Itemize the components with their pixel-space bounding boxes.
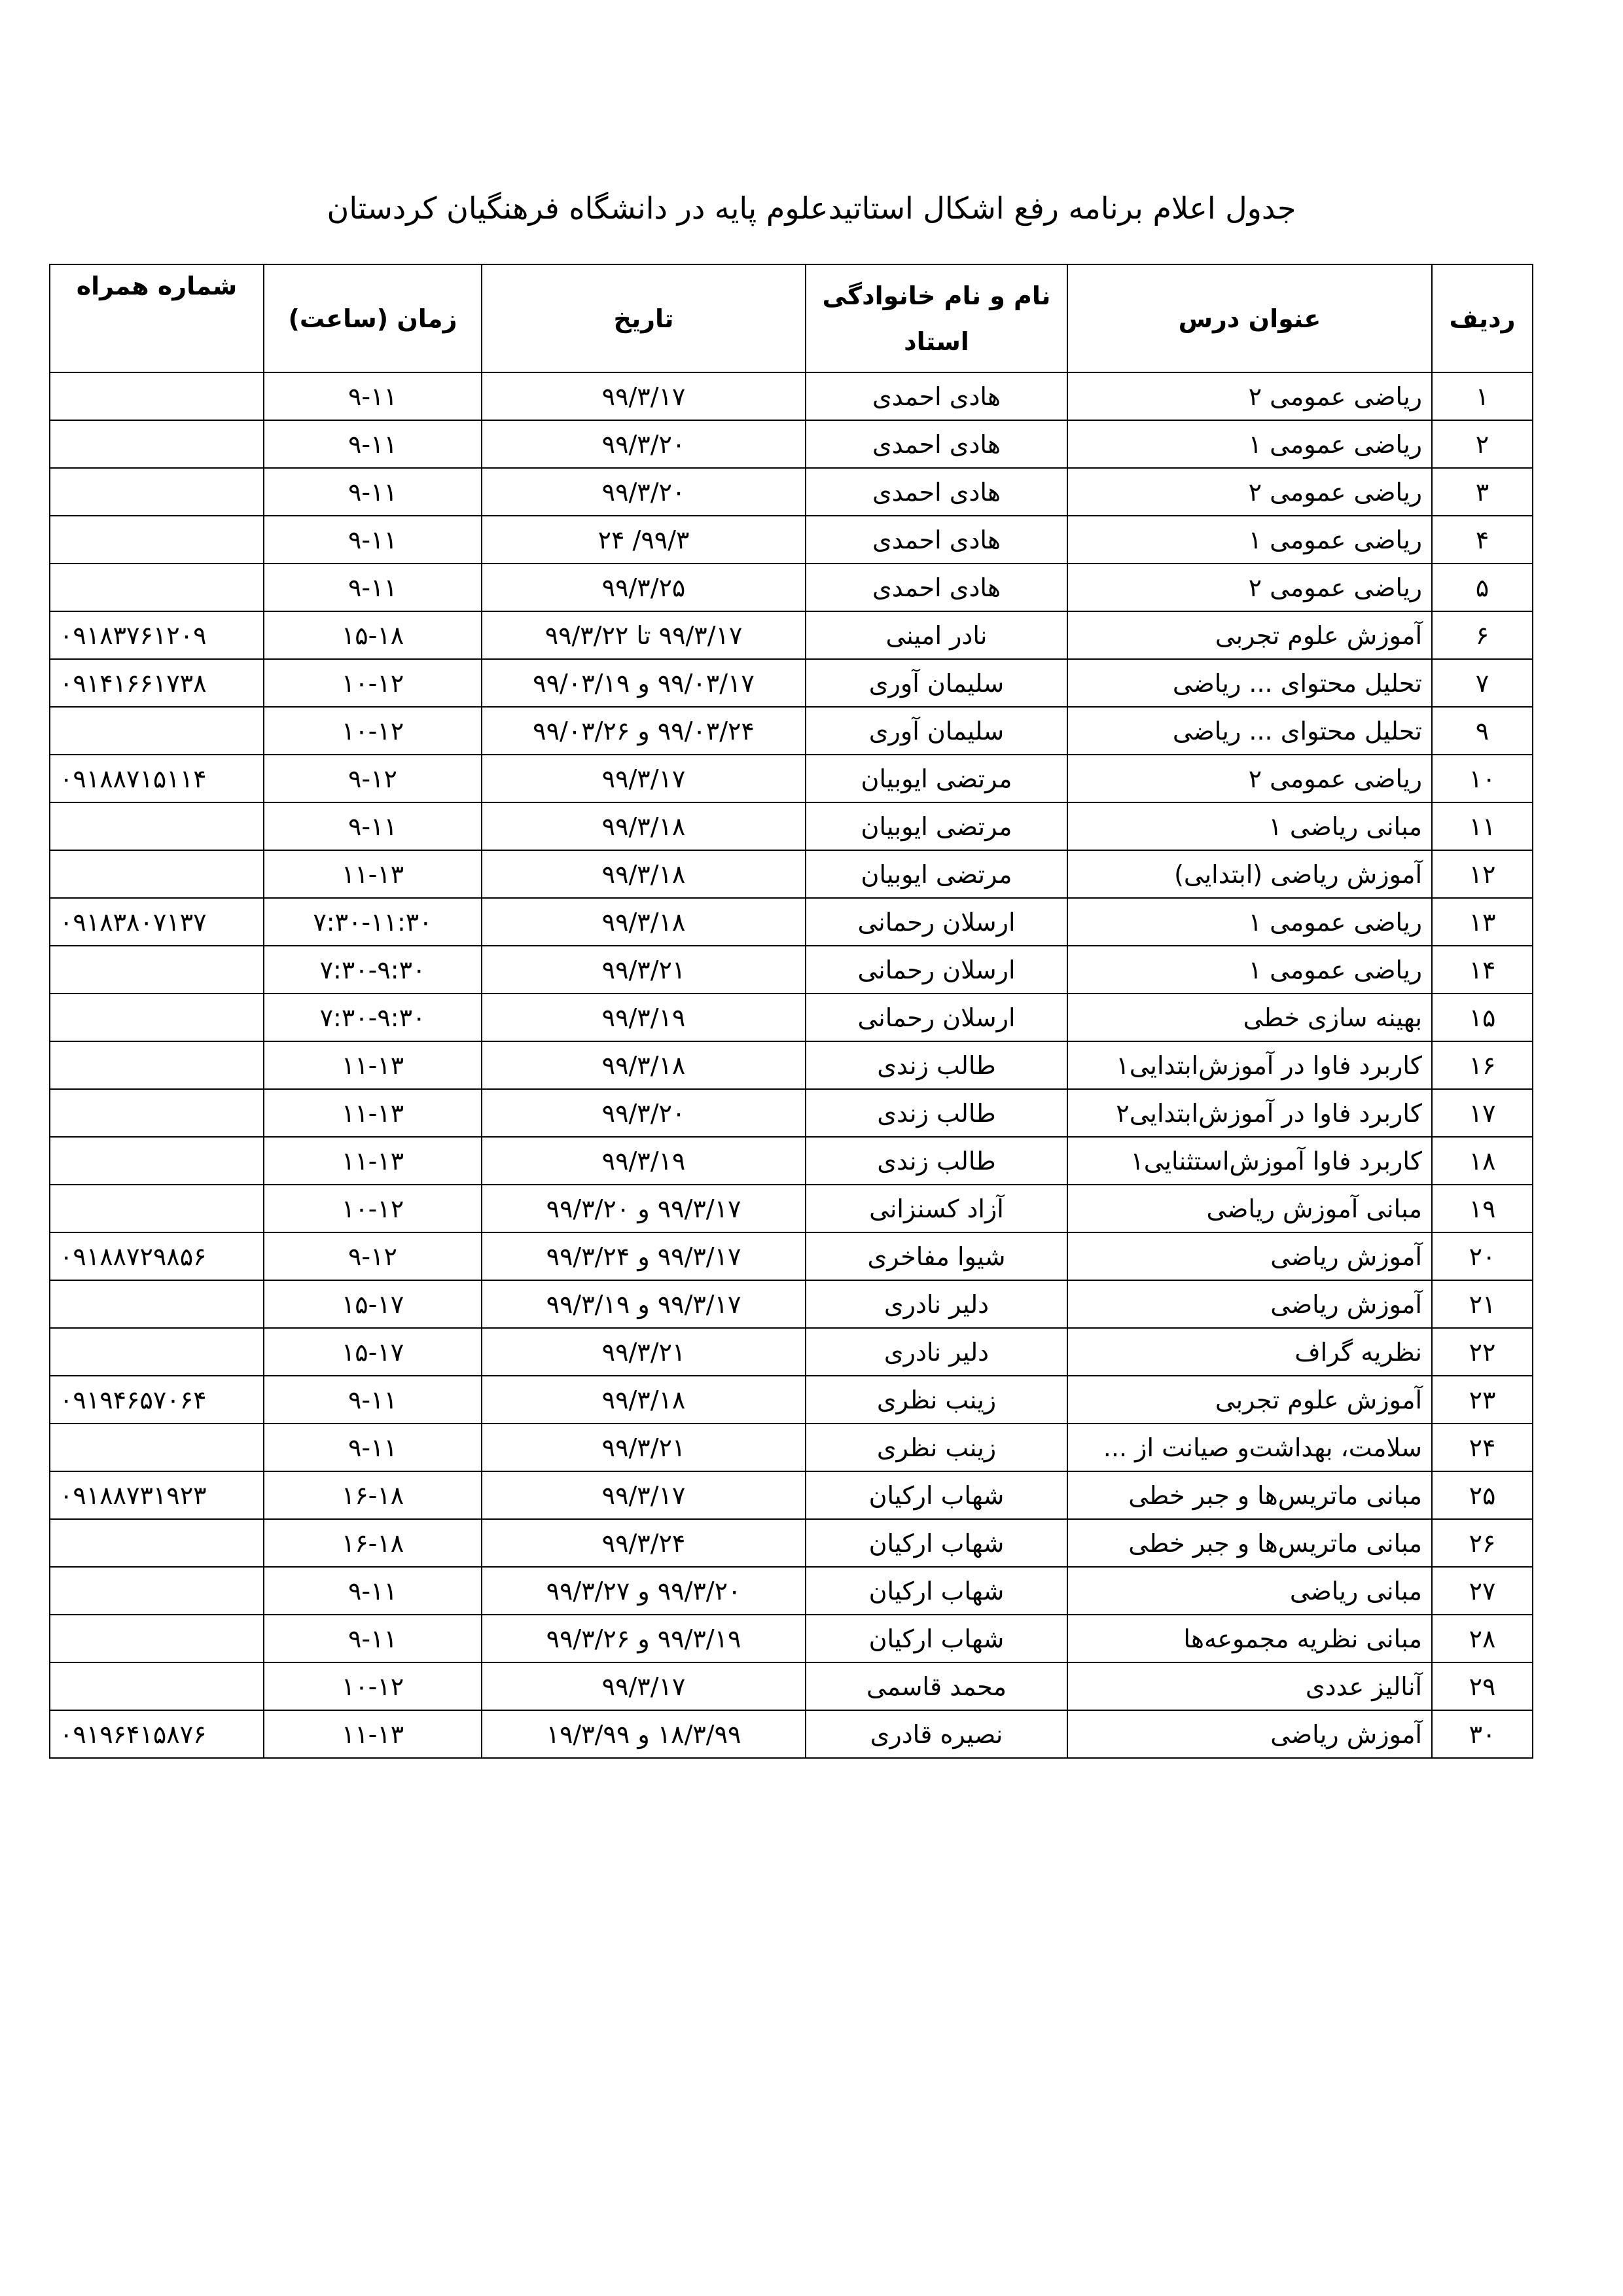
date-cell: ۹۹/۰۳/۱۷ و ۹۹/۰۳/۱۹ [482, 659, 806, 707]
course-title-cell: آموزش علوم تجربی [1067, 611, 1432, 659]
course-title-cell: آموزش علوم تجربی [1067, 1376, 1432, 1424]
time-cell: ۷:۳۰-۹:۳۰ [264, 946, 482, 994]
course-title-cell: ریاضی عمومی ۱ [1067, 516, 1432, 564]
teacher-name-cell: محمد قاسمی [806, 1662, 1067, 1710]
time-cell: ۱۰-۱۲ [264, 707, 482, 755]
time-cell: ۹-۱۲ [264, 1232, 482, 1280]
phone-cell [50, 946, 264, 994]
table-row [50, 1376, 1533, 1424]
table-row [50, 1328, 1533, 1376]
row-number-cell: ۱۰ [1432, 755, 1533, 802]
schedule-table [49, 264, 1533, 1759]
date-cell: ۹۹/۳/ ۲۴ [482, 516, 806, 564]
date-cell: ۹۹/۳/۱۸ [482, 802, 806, 850]
table-row [50, 1424, 1533, 1471]
row-number-cell: ۴ [1432, 516, 1533, 564]
teacher-name-cell: طالب زندی [806, 1089, 1067, 1137]
table-row [50, 1232, 1533, 1280]
header-teacher-name-line2: استاد [904, 327, 969, 356]
course-title-cell: مبانی ماتریس‌ها و جبر خطی [1067, 1471, 1432, 1519]
teacher-name-cell: ارسلان رحمانی [806, 898, 1067, 946]
table-row [50, 372, 1533, 420]
date-cell: ۹۹/۳/۲۰ [482, 420, 806, 468]
row-number-cell: ۱۵ [1432, 994, 1533, 1041]
time-cell: ۹-۱۱ [264, 468, 482, 516]
date-cell: ۹۹/۳/۲۵ [482, 564, 806, 611]
date-cell: ۹۹/۳/۱۷ و ۹۹/۳/۲۴ [482, 1232, 806, 1280]
phone-cell [50, 420, 264, 468]
course-title-cell: ریاضی عمومی ۲ [1067, 372, 1432, 420]
teacher-name-cell: ارسلان رحمانی [806, 946, 1067, 994]
time-cell: ۹-۱۱ [264, 1567, 482, 1615]
course-title-cell: نظریه گراف [1067, 1328, 1432, 1376]
course-title-cell: کاربرد فاوا آموزش‌استثنایی۱ [1067, 1137, 1432, 1185]
table-row [50, 659, 1533, 707]
time-cell: ۱۵-۱۷ [264, 1280, 482, 1328]
table-row [50, 1519, 1533, 1567]
row-number-cell: ۶ [1432, 611, 1533, 659]
date-cell: ۹۹/۳/۱۸ [482, 1041, 806, 1089]
date-cell: ۹۹/۳/۲۱ [482, 946, 806, 994]
table-row [50, 946, 1533, 994]
phone-cell [50, 802, 264, 850]
row-number-cell: ۵ [1432, 564, 1533, 611]
course-title-cell: تحلیل محتوای ... ریاضی [1067, 659, 1432, 707]
table-header-row [50, 264, 1533, 372]
course-title-cell: بهینه سازی خطی [1067, 994, 1432, 1041]
time-cell: ۱۰-۱۲ [264, 1185, 482, 1232]
teacher-name-cell: هادی احمدی [806, 420, 1067, 468]
date-cell: ۹۹/۳/۱۷ [482, 755, 806, 802]
row-number-cell: ۲۷ [1432, 1567, 1533, 1615]
teacher-name-cell: طالب زندی [806, 1137, 1067, 1185]
teacher-name-cell: زینب نظری [806, 1424, 1067, 1471]
teacher-name-cell: مرتضی ایوبیان [806, 755, 1067, 802]
course-title-cell: مبانی آموزش ریاضی [1067, 1185, 1432, 1232]
time-cell: ۹-۱۱ [264, 420, 482, 468]
table-row [50, 1041, 1533, 1089]
phone-cell [50, 372, 264, 420]
table-row [50, 802, 1533, 850]
course-title-cell: سلامت، بهداشت‌و صیانت از ... [1067, 1424, 1432, 1471]
header-teacher-name-line1: نام و نام خانوادگی [822, 281, 1051, 310]
date-cell: ۹۹/۳/۱۷ [482, 372, 806, 420]
time-cell: ۹-۱۱ [264, 802, 482, 850]
table-row [50, 1567, 1533, 1615]
date-cell: ۹۹/۳/۱۸ [482, 1376, 806, 1424]
phone-cell [50, 1328, 264, 1376]
course-title-cell: ریاضی عمومی ۲ [1067, 755, 1432, 802]
row-number-cell: ۹ [1432, 707, 1533, 755]
teacher-name-cell: شهاب ارکیان [806, 1471, 1067, 1519]
header-time: زمان (ساعت) [264, 264, 482, 372]
row-number-cell: ۲ [1432, 420, 1533, 468]
phone-cell [50, 468, 264, 516]
teacher-name-cell: هادی احمدی [806, 372, 1067, 420]
row-number-cell: ۳۰ [1432, 1710, 1533, 1758]
teacher-name-cell: دلیر نادری [806, 1280, 1067, 1328]
course-title-cell: مبانی ماتریس‌ها و جبر خطی [1067, 1519, 1432, 1567]
row-number-cell: ۲۹ [1432, 1662, 1533, 1710]
table-row [50, 564, 1533, 611]
table-row [50, 1710, 1533, 1758]
table-row [50, 420, 1533, 468]
teacher-name-cell: شهاب ارکیان [806, 1615, 1067, 1662]
phone-cell [50, 994, 264, 1041]
phone-cell [50, 1089, 264, 1137]
teacher-name-cell: نصیره قادری [806, 1710, 1067, 1758]
table-row [50, 1185, 1533, 1232]
date-cell: ۹۹/۳/۱۷ [482, 1662, 806, 1710]
time-cell: ۱۵-۱۸ [264, 611, 482, 659]
teacher-name-cell: شیوا مفاخری [806, 1232, 1067, 1280]
time-cell: ۹-۱۲ [264, 755, 482, 802]
course-title-cell: ریاضی عمومی ۱ [1067, 946, 1432, 994]
course-title-cell: آنالیز عددی [1067, 1662, 1432, 1710]
phone-cell [50, 850, 264, 898]
phone-cell [50, 1567, 264, 1615]
page-title: جدول اعلام برنامه رفع اشکال استاتیدعلوم پایه در دانشگاه فرهنگیان کردستان [327, 190, 1296, 226]
date-cell: ۹۹/۳/۱۹ [482, 994, 806, 1041]
time-cell: ۹-۱۱ [264, 372, 482, 420]
phone-cell [50, 1185, 264, 1232]
phone-cell: ۰۹۱۸۸۷۳۱۹۲۳ [50, 1471, 264, 1519]
time-cell: ۹-۱۱ [264, 1424, 482, 1471]
time-cell: ۱۶-۱۸ [264, 1519, 482, 1567]
phone-cell [50, 1519, 264, 1567]
header-date: تاریخ [482, 264, 806, 372]
time-cell: ۱۱-۱۳ [264, 850, 482, 898]
teacher-name-cell: شهاب ارکیان [806, 1519, 1067, 1567]
phone-cell [50, 516, 264, 564]
row-number-cell: ۱۸ [1432, 1137, 1533, 1185]
date-cell: ۹۹/۳/۱۸ [482, 898, 806, 946]
course-title-cell: مبانی نظریه مجموعه‌ها [1067, 1615, 1432, 1662]
course-title-cell: کاربرد فاوا در آموزش‌ابتدایی۱ [1067, 1041, 1432, 1089]
date-cell: ۹۹/۳/۲۱ [482, 1328, 806, 1376]
row-number-cell: ۱۴ [1432, 946, 1533, 994]
row-number-cell: ۷ [1432, 659, 1533, 707]
time-cell: ۱۱-۱۳ [264, 1089, 482, 1137]
phone-cell: ۰۹۱۸۸۷۱۵۱۱۴ [50, 755, 264, 802]
time-cell: ۱۶-۱۸ [264, 1471, 482, 1519]
teacher-name-cell: هادی احمدی [806, 564, 1067, 611]
row-number-cell: ۱۱ [1432, 802, 1533, 850]
row-number-cell: ۱۹ [1432, 1185, 1533, 1232]
date-cell: ۹۹/۳/۲۱ [482, 1424, 806, 1471]
row-number-cell: ۲۵ [1432, 1471, 1533, 1519]
row-number-cell: ۱۲ [1432, 850, 1533, 898]
teacher-name-cell: ارسلان رحمانی [806, 994, 1067, 1041]
time-cell: ۹-۱۱ [264, 1615, 482, 1662]
table-row [50, 1089, 1533, 1137]
teacher-name-cell: آزاد کسنزانی [806, 1185, 1067, 1232]
teacher-name-cell: مرتضی ایوبیان [806, 802, 1067, 850]
date-cell: ۹۹/۳/۱۷ [482, 1471, 806, 1519]
table-row [50, 1615, 1533, 1662]
row-number-cell: ۲۳ [1432, 1376, 1533, 1424]
row-number-cell: ۱۷ [1432, 1089, 1533, 1137]
row-number-cell: ۲۰ [1432, 1232, 1533, 1280]
table-row [50, 994, 1533, 1041]
teacher-name-cell: زینب نظری [806, 1376, 1067, 1424]
schedule-body [50, 372, 1533, 1758]
time-cell: ۷:۳۰-۱۱:۳۰ [264, 898, 482, 946]
teacher-name-cell: طالب زندی [806, 1041, 1067, 1089]
date-cell: ۹۹/۰۳/۲۴ و ۹۹/۰۳/۲۶ [482, 707, 806, 755]
row-number-cell: ۱ [1432, 372, 1533, 420]
time-cell: ۹-۱۱ [264, 516, 482, 564]
row-number-cell: ۲۸ [1432, 1615, 1533, 1662]
row-number-cell: ۲۲ [1432, 1328, 1533, 1376]
row-number-cell: ۲۴ [1432, 1424, 1533, 1471]
phone-cell [50, 564, 264, 611]
table-row [50, 1280, 1533, 1328]
date-cell: ۹۹/۳/۲۰ و ۹۹/۳/۲۷ [482, 1567, 806, 1615]
time-cell: ۷:۳۰-۹:۳۰ [264, 994, 482, 1041]
date-cell: ۹۹/۳/۲۰ [482, 1089, 806, 1137]
time-cell: ۹-۱۱ [264, 1376, 482, 1424]
time-cell: ۱۰-۱۲ [264, 1662, 482, 1710]
table-row [50, 516, 1533, 564]
phone-cell: ۰۹۱۴۱۶۶۱۷۳۸ [50, 659, 264, 707]
header-row-number: ردیف [1432, 264, 1533, 372]
course-title-cell: آموزش ریاضی [1067, 1280, 1432, 1328]
course-title-cell: ریاضی عمومی ۲ [1067, 564, 1432, 611]
course-title-cell: مبانی ریاضی ۱ [1067, 802, 1432, 850]
row-number-cell: ۱۳ [1432, 898, 1533, 946]
course-title-cell: آموزش ریاضی [1067, 1710, 1432, 1758]
phone-cell: ۰۹۱۸۸۷۲۹۸۵۶ [50, 1232, 264, 1280]
course-title-cell: کاربرد فاوا در آموزش‌ابتدایی۲ [1067, 1089, 1432, 1137]
table-row [50, 611, 1533, 659]
time-cell: ۱۵-۱۷ [264, 1328, 482, 1376]
course-title-cell: آموزش ریاضی [1067, 1232, 1432, 1280]
phone-cell: ۰۹۱۸۳۸۰۷۱۳۷ [50, 898, 264, 946]
course-title-cell: ریاضی عمومی ۱ [1067, 898, 1432, 946]
teacher-name-cell: سلیمان آوری [806, 707, 1067, 755]
date-cell: ۹۹/۳/۱۸ [482, 850, 806, 898]
date-cell: ۹۹/۳/۱۷ تا ۹۹/۳/۲۲ [482, 611, 806, 659]
phone-cell [50, 1662, 264, 1710]
teacher-name-cell: شهاب ارکیان [806, 1567, 1067, 1615]
phone-cell: ۰۹۱۹۴۶۵۷۰۶۴ [50, 1376, 264, 1424]
table-row [50, 1471, 1533, 1519]
teacher-name-cell: دلیر نادری [806, 1328, 1067, 1376]
course-title-cell: ریاضی عمومی ۲ [1067, 468, 1432, 516]
row-number-cell: ۳ [1432, 468, 1533, 516]
course-title-cell: آموزش ریاضی (ابتدایی) [1067, 850, 1432, 898]
table-row [50, 1137, 1533, 1185]
table-row [50, 468, 1533, 516]
phone-cell [50, 1041, 264, 1089]
date-cell: ۹۹/۳/۱۹ [482, 1137, 806, 1185]
teacher-name-cell: هادی احمدی [806, 516, 1067, 564]
phone-cell [50, 1280, 264, 1328]
row-number-cell: ۲۱ [1432, 1280, 1533, 1328]
course-title-cell: ریاضی عمومی ۱ [1067, 420, 1432, 468]
table-row [50, 1662, 1533, 1710]
time-cell: ۱۱-۱۳ [264, 1041, 482, 1089]
date-cell: ۹۹/۳/۱۹ و ۹۹/۳/۲۶ [482, 1615, 806, 1662]
time-cell: ۱۱-۱۳ [264, 1137, 482, 1185]
date-cell: ۹۹/۳/۱۷ و ۹۹/۳/۱۹ [482, 1280, 806, 1328]
time-cell: ۱۱-۱۳ [264, 1710, 482, 1758]
row-number-cell: ۲۶ [1432, 1519, 1533, 1567]
date-cell: ۹۹/۳/۱۷ و ۹۹/۳/۲۰ [482, 1185, 806, 1232]
phone-cell: ۰۹۱۸۳۷۶۱۲۰۹ [50, 611, 264, 659]
table-row [50, 850, 1533, 898]
table-row [50, 898, 1533, 946]
time-cell: ۱۰-۱۲ [264, 659, 482, 707]
teacher-name-cell: مرتضی ایوبیان [806, 850, 1067, 898]
date-cell: ۱۸/۳/۹۹ و ۱۹/۳/۹۹ [482, 1710, 806, 1758]
phone-cell: ۰۹۱۹۶۴۱۵۸۷۶ [50, 1710, 264, 1758]
phone-cell [50, 707, 264, 755]
table-row [50, 755, 1533, 802]
phone-cell [50, 1137, 264, 1185]
teacher-name-cell: سلیمان آوری [806, 659, 1067, 707]
time-cell: ۹-۱۱ [264, 564, 482, 611]
teacher-name-cell: هادی احمدی [806, 468, 1067, 516]
row-number-cell: ۱۶ [1432, 1041, 1533, 1089]
header-teacher-name [806, 264, 1067, 372]
table-row [50, 707, 1533, 755]
course-title-cell: مبانی ریاضی [1067, 1567, 1432, 1615]
header-course-title: عنوان درس [1067, 264, 1432, 372]
date-cell: ۹۹/۳/۲۴ [482, 1519, 806, 1567]
phone-cell [50, 1615, 264, 1662]
teacher-name-cell: نادر امینی [806, 611, 1067, 659]
date-cell: ۹۹/۳/۲۰ [482, 468, 806, 516]
phone-cell [50, 1424, 264, 1471]
header-phone: شماره همراه [50, 264, 264, 372]
course-title-cell: تحلیل محتوای ... ریاضی [1067, 707, 1432, 755]
